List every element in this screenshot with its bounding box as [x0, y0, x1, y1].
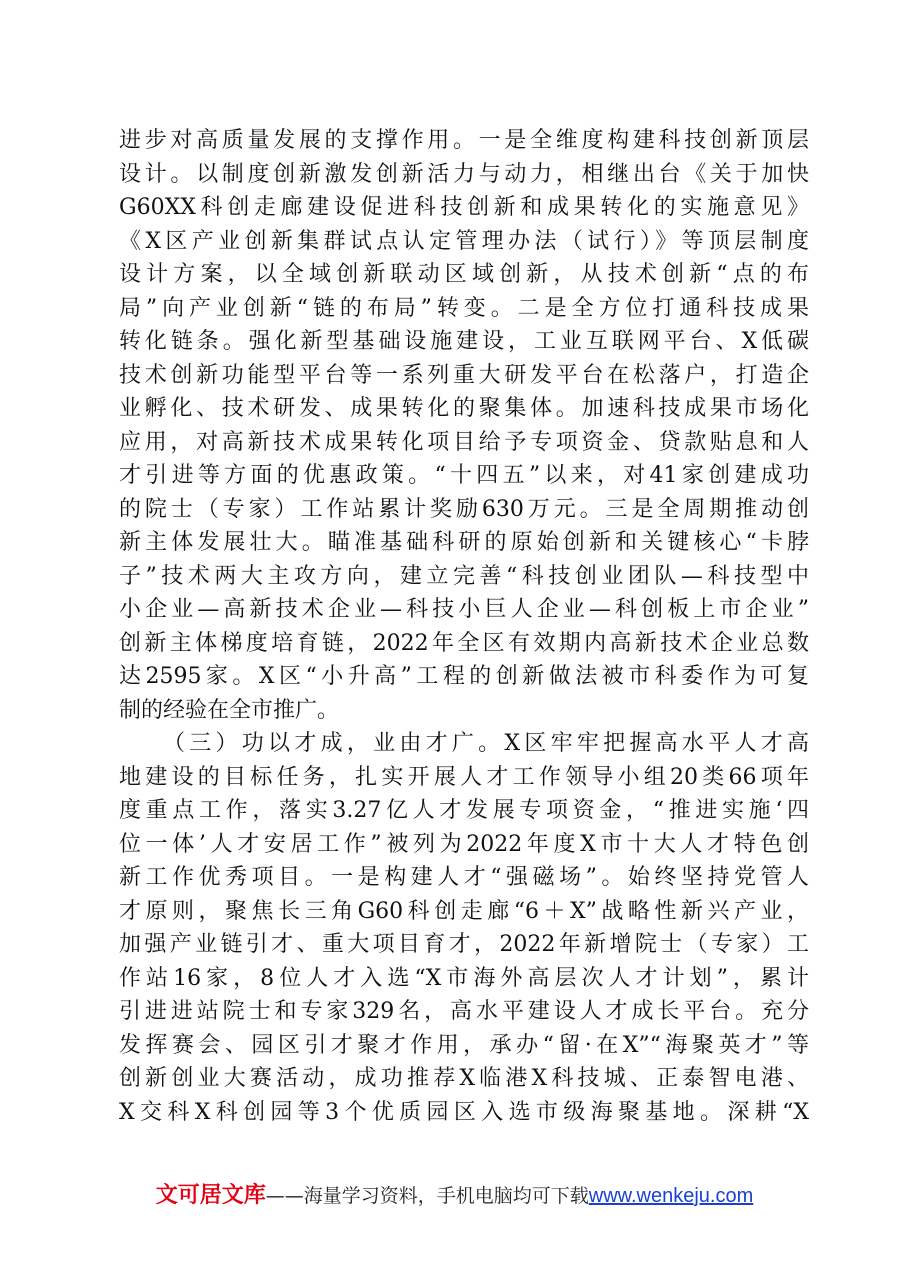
- text-line: 创新主体梯度培育链，2022年全区有效期内高新技术企业总数: [119, 630, 809, 656]
- text-line: 应用，对高新技术成果转化项目给予专项资金、贷款贴息和人: [119, 429, 809, 455]
- text-line: 制的经验在全市推广。: [119, 697, 340, 723]
- footer-slogan: ——海量学习资料，手机电脑均可下载: [265, 1185, 589, 1207]
- text-line: 子”技术两大主攻方向，建立完善“科技创业团队—科技型中: [119, 563, 809, 589]
- text-line: 达2595家。X区“小升高”工程的创新做法被市科委作为可复: [119, 664, 809, 689]
- text-line: 发挥赛会、园区引才聚才作用，承办“留·在X”“海聚英才”等: [119, 1032, 809, 1058]
- text-line: 新工作优秀项目。一是构建人才“强磁场”。始终坚持党管人: [119, 865, 809, 890]
- text-line: X交科X科创园等3个优质园区入选市级海聚基地。深耕“X: [119, 1099, 809, 1125]
- text-line: 转化链条。强化新型基础设施建设，工业互联网平台、X低碳: [119, 329, 809, 354]
- text-line: 的院士（专家）工作站累计奖励630万元。三是全周期推动创: [119, 496, 809, 522]
- text-line: 新主体发展壮大。瞄准基础科研的原始创新和关键核心“卡脖: [119, 530, 809, 555]
- text-line: 进步对高质量发展的支撑作用。一是全维度构建科技创新顶层: [119, 128, 809, 153]
- text-line: 设计方案，以全域创新联动区域创新，从技术创新“点的布: [119, 262, 809, 287]
- text-line: 地建设的目标任务，扎实开展人才工作领导小组20类66项年: [119, 764, 809, 790]
- text-line: 加强产业链引才、重大项目育才，2022年新增院士（专家）工: [119, 932, 809, 957]
- footer-link[interactable]: www.wenkeju.com: [588, 1185, 754, 1207]
- text-line: 才引进等方面的优惠政策。“十四五”以来，对41家创建成功: [119, 463, 809, 488]
- text-line: G60XX科创走廊建设促进科技创新和成果转化的实施意见》: [119, 195, 809, 220]
- text-line: 技术创新功能型平台等一系列重大研发平台在松落户，打造企: [119, 362, 809, 388]
- text-line: 创新创业大赛活动，成功推荐X临港X科技城、正泰智电港、: [119, 1066, 809, 1091]
- text-line: 业孵化、技术研发、成果转化的聚集体。加速科技成果市场化: [119, 396, 809, 421]
- text-line: 《X区产业创新集群试点认定管理办法（试行）》等顶层制度: [119, 228, 809, 254]
- text-line: 度重点工作，落实3.27亿人才发展专项资金，“推进实施‘四: [119, 798, 809, 823]
- text-line: 位一体’人才安居工作”被列为2022年度X市十大人才特色创: [119, 831, 809, 857]
- footer-brand: 文可居文库: [155, 1183, 266, 1208]
- footer-banner: [0, 1176, 909, 1216]
- text-line: 局”向产业创新“链的布局”转变。二是全方位打通科技成果: [119, 295, 809, 321]
- text-line: 才原则，聚焦长三角G60科创走廊“6＋X”战略性新兴产业，: [119, 898, 809, 924]
- text-line: 小企业—高新技术企业—科技小巨人企业—科创板上市企业”: [119, 597, 809, 622]
- text-line: 引进进站院士和专家329名，高水平建设人才成长平台。充分: [119, 999, 809, 1024]
- text-line: 设计。以制度创新激发创新活力与动力，相继出台《关于加快: [119, 161, 809, 187]
- text-line: 作站16家，8位人才入选“X市海外高层次人才计划”，累计: [119, 965, 809, 991]
- text-line: （三）功以才成，业由才广。X区牢牢把握高水平人才高: [163, 731, 809, 756]
- body-text: [119, 124, 809, 1129]
